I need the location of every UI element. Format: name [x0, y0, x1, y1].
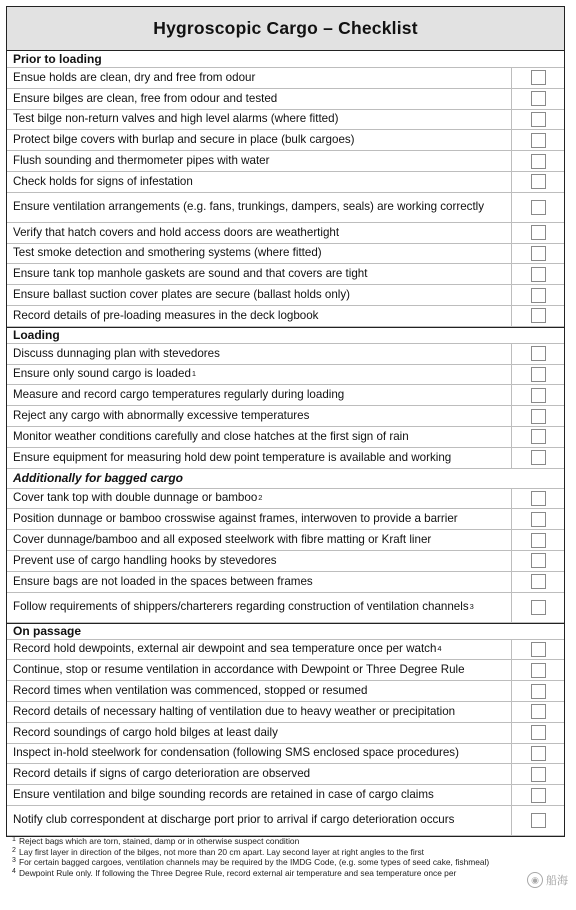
checklist-item — [7, 306, 564, 327]
checklist-item-text: Ensure only sound cargo is loaded — [13, 367, 191, 381]
checklist-item-cell — [7, 723, 512, 743]
checklist-item-cell — [7, 244, 512, 264]
checklist-item-cell — [7, 572, 512, 592]
checkbox[interactable] — [531, 767, 546, 782]
checkbox-cell — [512, 385, 564, 405]
checklist-item-cell — [7, 806, 512, 835]
checklist-item-text: Cover dunnage/bamboo and all exposed steelwork with fibre matting or Kraft liner — [13, 533, 432, 547]
checkbox-cell — [512, 593, 564, 622]
checklist-item — [7, 427, 564, 448]
checkbox[interactable] — [531, 174, 546, 189]
checkbox-cell — [512, 244, 564, 264]
checkbox-cell — [512, 223, 564, 243]
checklist-item-text: Reject any cargo with abnormally excessive temperatures — [13, 409, 310, 423]
checkbox[interactable] — [531, 388, 546, 403]
checklist-item-text: Record details of pre-loading measures in the deck logbook — [13, 308, 319, 322]
checkbox[interactable] — [531, 704, 546, 719]
checklist-item — [7, 572, 564, 593]
checkbox-cell — [512, 551, 564, 571]
footnote-text: Reject bags which are torn, stained, damp or in otherwise suspect condition — [19, 836, 300, 846]
checklist-item-cell: Record hold dewpoints, external air dewpoint and sea temperature once per watch 4 — [7, 640, 512, 660]
checklist-item-cell: Cover tank top with double dunnage or bamboo 2 — [7, 489, 512, 509]
checklist-item — [7, 172, 564, 193]
checklist-item-cell: Ensure only sound cargo is loaded 1 — [7, 365, 512, 385]
checklist-item-text: Record details if signs of cargo deterioration are observed — [13, 767, 311, 781]
checkbox-cell — [512, 151, 564, 171]
checkbox[interactable] — [531, 553, 546, 568]
checklist-sheet — [6, 6, 565, 837]
checklist-item-cell — [7, 151, 512, 171]
footnote — [12, 847, 562, 858]
footnote-number: 3 — [12, 857, 16, 865]
checkbox[interactable] — [531, 788, 546, 803]
checklist-item — [7, 344, 564, 365]
checkbox-cell — [512, 744, 564, 764]
checkbox[interactable] — [531, 684, 546, 699]
checklist-item-cell — [7, 427, 512, 447]
checklist-item-cell — [7, 130, 512, 150]
checklist-item — [7, 723, 564, 744]
footnote — [12, 857, 562, 868]
checkbox-cell — [512, 68, 564, 88]
checklist-item — [7, 285, 564, 306]
checkbox[interactable] — [531, 813, 546, 828]
checklist-item — [7, 744, 564, 765]
checklist-item-text: Prevent use of cargo handling hooks by stevedores — [13, 553, 277, 567]
checklist-item — [7, 264, 564, 285]
checklist-item-text: Position dunnage or bamboo crosswise against frames, interwoven to provide a barrier — [13, 512, 458, 526]
checklist-item-text: Record soundings of cargo hold bilges at least daily — [13, 725, 278, 739]
checklist-item-cell — [7, 223, 512, 243]
checkbox-cell — [512, 89, 564, 109]
checkbox[interactable] — [531, 154, 546, 169]
checkbox-cell — [512, 427, 564, 447]
checklist-item-cell — [7, 406, 512, 426]
checkbox[interactable] — [531, 574, 546, 589]
checklist-item — [7, 785, 564, 806]
checklist-item-text: Record times when ventilation was commenced, stopped or resumed — [13, 684, 368, 698]
checkbox[interactable] — [531, 367, 546, 382]
wechat-logo-icon: ◉ — [527, 872, 543, 888]
checklist-item — [7, 406, 564, 427]
checkbox-cell — [512, 130, 564, 150]
checklist-item-text: Ensue holds are clean, dry and free from odour — [13, 70, 256, 84]
footnote-number: 1 — [12, 836, 16, 843]
checklist-item-cell — [7, 448, 512, 468]
checklist-item — [7, 551, 564, 572]
checklist-item-cell — [7, 744, 512, 764]
checkbox-cell — [512, 406, 564, 426]
checklist-item-text: Cover tank top with double dunnage or bamboo — [13, 491, 258, 505]
checklist-item-text: Notify club correspondent at discharge port prior to arrival if cargo deterioration occurs — [13, 813, 455, 827]
checklist-item-text: Follow requirements of shippers/charterers regarding construction of ventilation channels — [13, 600, 469, 614]
checkbox-cell — [512, 193, 564, 222]
checkbox-cell — [512, 489, 564, 509]
checkbox-cell — [512, 681, 564, 701]
checklist-item-text: Ensure bilges are clean, free from odour and tested — [13, 91, 278, 105]
checklist-item-cell — [7, 551, 512, 571]
checkbox[interactable] — [531, 725, 546, 740]
checklist-item-cell — [7, 681, 512, 701]
checkbox[interactable] — [531, 91, 546, 106]
checklist-item-cell — [7, 89, 512, 109]
checkbox[interactable] — [531, 429, 546, 444]
checklist-item-text: Protect bilge covers with burlap and secure in place (bulk cargoes) — [13, 133, 355, 147]
checkbox-cell — [512, 723, 564, 743]
checklist-title: Hygroscopic Cargo – Checklist — [7, 7, 564, 51]
checklist-item — [7, 223, 564, 244]
checkbox[interactable] — [531, 133, 546, 148]
checklist-item-text: Test bilge non-return valves and high level alarms (where fitted) — [13, 112, 339, 126]
checkbox[interactable] — [531, 288, 546, 303]
checkbox[interactable] — [531, 225, 546, 240]
checkbox[interactable] — [531, 246, 546, 261]
checkbox[interactable] — [531, 267, 546, 282]
checkbox[interactable] — [531, 642, 546, 657]
checklist-item-text: Test smoke detection and smothering systems (where fitted) — [13, 246, 322, 260]
section-heading: Loading — [7, 327, 564, 344]
checklist-item — [7, 764, 564, 785]
checklist-item-text: Ensure tank top manhole gaskets are sound and that covers are tight — [13, 267, 368, 281]
checklist-item — [7, 244, 564, 265]
checklist-item-cell — [7, 385, 512, 405]
checkbox[interactable] — [531, 600, 546, 615]
checklist-item-text: Ensure ventilation and bilge sounding records are retained in case of cargo claims — [13, 788, 434, 801]
checklist-item-cell — [7, 285, 512, 305]
checklist-item — [7, 640, 564, 661]
checklist-item-cell — [7, 110, 512, 130]
checklist-item-text: Monitor weather conditions carefully and close hatches at the first sign of rain — [13, 429, 409, 443]
checklist-item-text: Record hold dewpoints, external air dewpoint and sea temperature once per watch — [13, 642, 437, 656]
checkbox[interactable] — [531, 346, 546, 361]
checklist-item-cell — [7, 172, 512, 192]
checklist-item-cell — [7, 660, 512, 680]
checkbox[interactable] — [531, 663, 546, 678]
subsection-heading: Additionally for bagged cargo — [7, 469, 564, 489]
checklist-item-cell — [7, 785, 512, 805]
footnote — [12, 836, 562, 847]
checklist-item — [7, 806, 564, 836]
checklist-item — [7, 489, 564, 510]
checkbox[interactable] — [531, 112, 546, 127]
checklist-item-text: Inspect in-hold steelwork for condensation (following SMS enclosed space procedures) — [13, 746, 459, 760]
footnote-text: Lay first layer in direction of the bilges, not more than 20 cm apart. Lay second layer at right angles to the first — [19, 846, 425, 857]
checklist-item-cell — [7, 530, 512, 550]
checklist-item — [7, 151, 564, 172]
checklist-item-cell — [7, 264, 512, 284]
checkbox-cell — [512, 530, 564, 550]
checkbox[interactable] — [531, 512, 546, 527]
checklist-item-text: Measure and record cargo temperatures regularly during loading — [13, 388, 345, 402]
checklist-item-text: Discuss dunnaging plan with stevedores — [13, 346, 220, 360]
checklist-item-cell — [7, 306, 512, 326]
footnote-number: 4 — [12, 867, 16, 875]
checklist-item — [7, 448, 564, 469]
checklist-rows — [7, 51, 564, 836]
checkbox-cell — [512, 702, 564, 722]
checklist-item — [7, 593, 564, 623]
checkbox-cell — [512, 509, 564, 529]
checkbox[interactable] — [531, 409, 546, 424]
footnote-text: Dewpoint Rule only. If following the Three Degree Rule, record external air temperature and sea temperature once per — [19, 867, 457, 878]
checklist-item — [7, 509, 564, 530]
checklist-item — [7, 365, 564, 386]
checklist-item-text: Ensure ventilation arrangements (e.g. fans, trunkings, dampers, seals) are working correctly — [13, 200, 485, 214]
checklist-item — [7, 385, 564, 406]
checklist-item — [7, 702, 564, 723]
section-heading: On passage — [7, 623, 564, 640]
checkbox-cell — [512, 660, 564, 680]
checklist-item-text: Ensure bags are not loaded in the spaces between frames — [13, 574, 313, 588]
checklist-item-text: Flush sounding and thermometer pipes with water — [13, 154, 270, 168]
footnote-number: 2 — [12, 846, 16, 854]
checkbox[interactable] — [531, 746, 546, 761]
checklist-item-cell — [7, 68, 512, 88]
checkbox-cell — [512, 640, 564, 660]
checkbox-cell — [512, 172, 564, 192]
checkbox-cell — [512, 110, 564, 130]
checkbox[interactable] — [531, 491, 546, 506]
checklist-item-cell — [7, 193, 512, 222]
checkbox[interactable] — [531, 533, 546, 548]
checklist-item-text: Verify that hatch covers and hold access doors are weathertight — [13, 225, 340, 239]
checklist-item-text: Continue, stop or resume ventilation in accordance with Dewpoint or Three Degree Rule — [13, 663, 465, 677]
checklist-item-cell — [7, 764, 512, 784]
footnotes — [12, 836, 562, 878]
checkbox-cell — [512, 285, 564, 305]
checklist-item-cell — [7, 344, 512, 364]
checklist-item — [7, 660, 564, 681]
checklist-item-text: Ensure ballast suction cover plates are secure (ballast holds only) — [13, 288, 351, 302]
checklist-item-cell — [7, 702, 512, 722]
checkbox-cell — [512, 365, 564, 385]
checklist-item — [7, 89, 564, 110]
checkbox-cell — [512, 806, 564, 835]
checkbox-cell — [512, 264, 564, 284]
checkbox[interactable] — [531, 450, 546, 465]
checkbox[interactable] — [531, 200, 546, 215]
checklist-item-cell: Follow requirements of shippers/charterers regarding construction of ventilation channels 3 — [7, 593, 512, 622]
checkbox-cell — [512, 344, 564, 364]
checklist-item-text: Record details of necessary halting of ventilation due to heavy weather or precipitation — [13, 704, 456, 718]
checkbox-cell — [512, 306, 564, 326]
section-heading: Prior to loading — [7, 51, 564, 68]
checklist-item-text: Check holds for signs of infestation — [13, 174, 193, 188]
watermark — [527, 872, 568, 888]
checklist-item-text: Ensure equipment for measuring hold dew point temperature is available and working — [13, 450, 452, 464]
footnote-text: For certain bagged cargoes, ventilation channels may be required by the IMDG Code, (e.g. some types of seed cake, fishmeal) — [19, 857, 490, 868]
footnote — [12, 868, 562, 879]
checklist-item-cell — [7, 509, 512, 529]
checklist-item — [7, 110, 564, 131]
checklist-item — [7, 68, 564, 89]
checkbox-cell — [512, 448, 564, 468]
checkbox[interactable] — [531, 308, 546, 323]
checkbox-cell — [512, 785, 564, 805]
checkbox-cell — [512, 572, 564, 592]
watermark-text: 船海 — [546, 875, 568, 887]
checklist-item — [7, 530, 564, 551]
checkbox-cell — [512, 764, 564, 784]
checklist-item — [7, 681, 564, 702]
checkbox[interactable] — [531, 70, 546, 85]
checklist-item — [7, 193, 564, 223]
checklist-item — [7, 130, 564, 151]
